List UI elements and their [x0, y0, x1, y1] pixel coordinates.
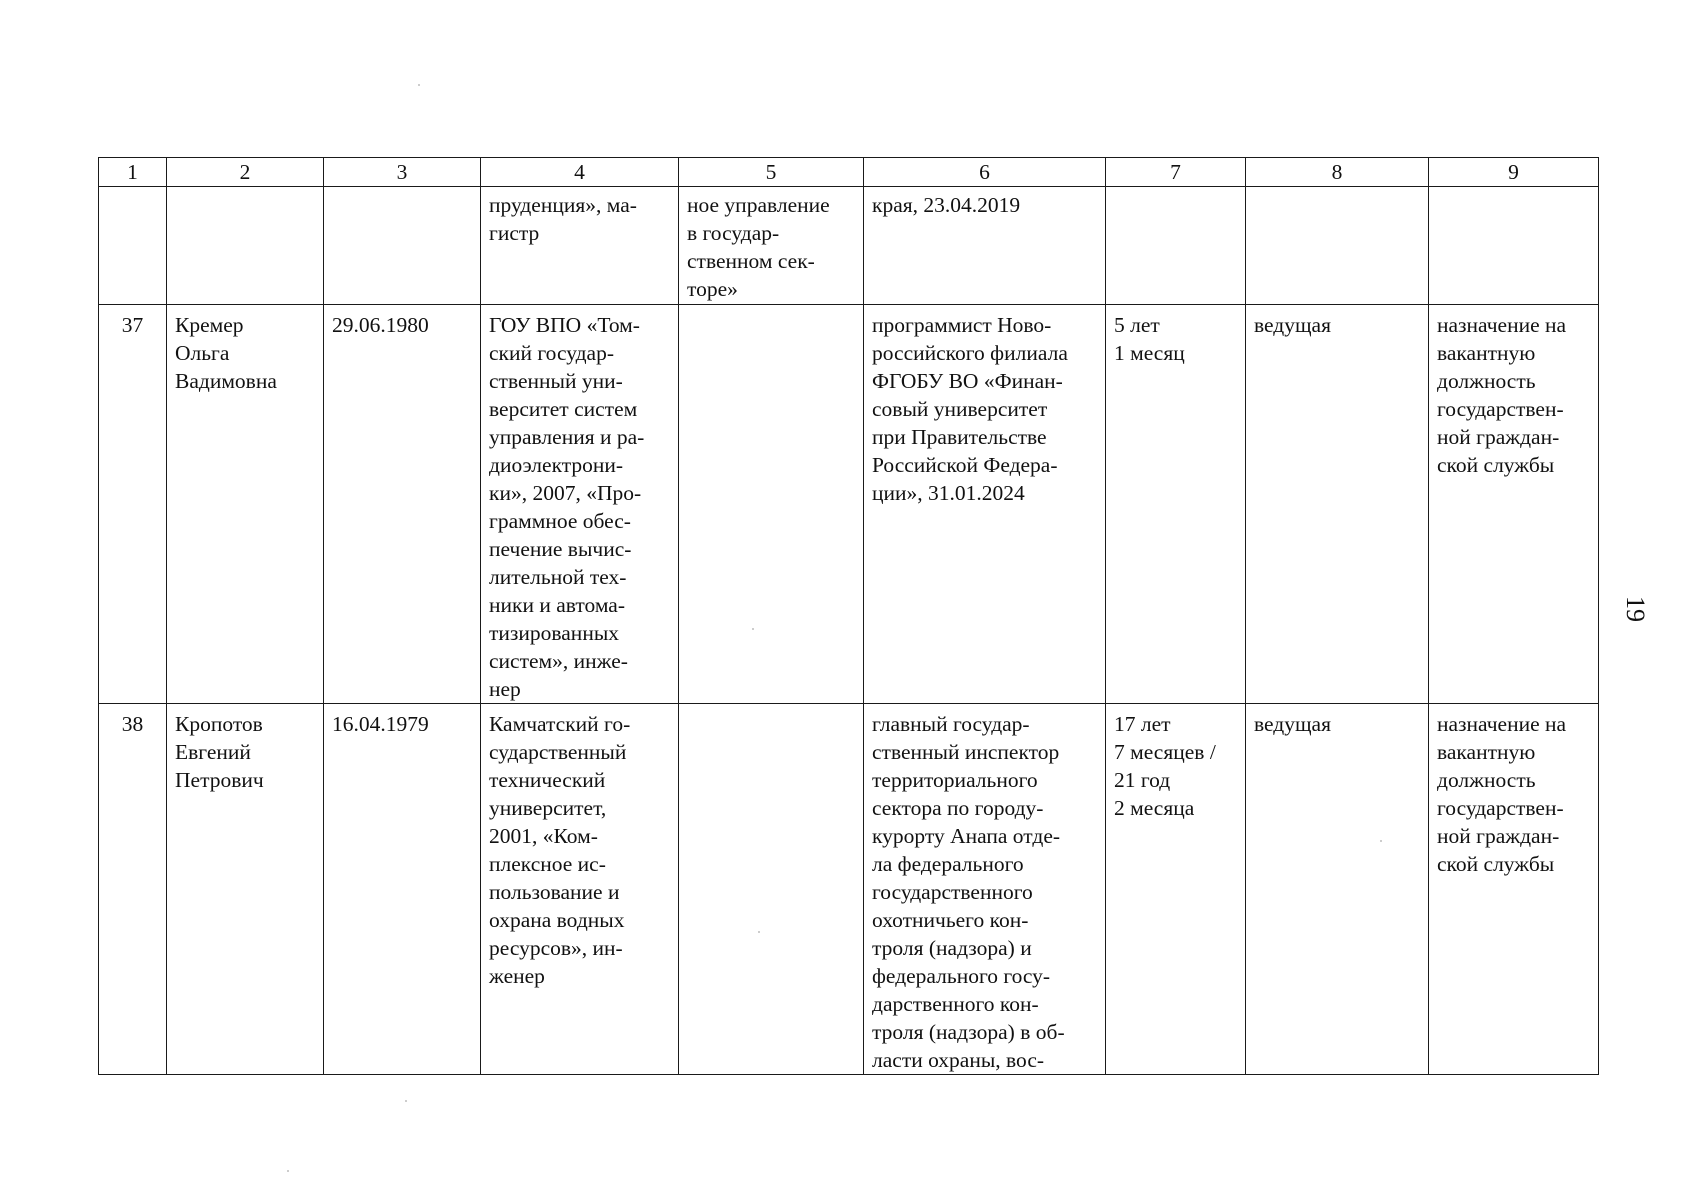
scan-speck — [418, 84, 420, 86]
column-header-4: 4 — [481, 158, 679, 187]
additional-education-cell — [679, 305, 864, 704]
row-number-cell: 38 — [99, 704, 167, 1075]
birth-date-cell: 29.06.1980 — [324, 305, 481, 704]
full-name-cell — [167, 187, 324, 305]
grounds-cell — [1429, 187, 1599, 305]
table-row-38 — [99, 704, 1599, 1075]
table-row-37 — [99, 305, 1599, 704]
current-position-cell: главный государ- ственный инспектор территориального сектора по городу- курорту Анапа отде- ла федерального государственного охотничьего кон- троля (надзора) и федерального госу- дарственного кон- троля (надзора) в об- ласти охраны, вос- — [864, 704, 1106, 1075]
row-number-cell: 37 — [99, 305, 167, 704]
scan-speck — [405, 1100, 407, 1102]
column-header-9: 9 — [1429, 158, 1599, 187]
experience-cell: 17 лет 7 месяцев / 21 год 2 месяца — [1106, 704, 1246, 1075]
column-header-6: 6 — [864, 158, 1106, 187]
experience-cell — [1106, 187, 1246, 305]
column-header-1: 1 — [99, 158, 167, 187]
column-header-3: 3 — [324, 158, 481, 187]
education-cell: Камчатский го- сударственный технический университет, 2001, «Ком- плексное ис- пользование и охрана водных ресурсов», ин- женер — [481, 704, 679, 1075]
current-position-cell: края, 23.04.2019 — [864, 187, 1106, 305]
education-cell: ГОУ ВПО «Том- ский государ- ственный уни- верситет систем управления и ра- диоэлектрони- ки», 2007, «Про- граммное обес- печение вычис- лительной тех- ники и автома- тизированных систем», инже- нер — [481, 305, 679, 704]
additional-education-cell: ное управление в государ- ственном сек- торе» — [679, 187, 864, 305]
column-header-2: 2 — [167, 158, 324, 187]
column-header-5: 5 — [679, 158, 864, 187]
qualification-group-cell: ведущая — [1246, 305, 1429, 704]
birth-date-cell: 16.04.1979 — [324, 704, 481, 1075]
education-cell: пруденция», ма- гистр — [481, 187, 679, 305]
experience-cell: 5 лет 1 месяц — [1106, 305, 1246, 704]
column-number-row — [99, 158, 1599, 187]
qualification-group-cell: ведущая — [1246, 704, 1429, 1075]
personnel-table — [98, 157, 1599, 1075]
birth-date-cell — [324, 187, 481, 305]
column-header-7: 7 — [1106, 158, 1246, 187]
scan-speck — [758, 931, 760, 933]
grounds-cell: назначение на вакантную должность государствен- ной граждан- ской службы — [1429, 704, 1599, 1075]
grounds-cell: назначение на вакантную должность государствен- ной граждан- ской службы — [1429, 305, 1599, 704]
full-name-cell: Кропотов Евгений Петрович — [167, 704, 324, 1075]
page-number: 19 — [1621, 596, 1650, 622]
column-header-8: 8 — [1246, 158, 1429, 187]
table-row-continuation — [99, 187, 1599, 305]
scan-speck — [287, 1170, 289, 1172]
scan-speck — [1380, 840, 1382, 842]
row-number-cell — [99, 187, 167, 305]
scan-speck — [752, 628, 754, 630]
current-position-cell: программист Ново- российского филиала ФГОБУ ВО «Финан- совый университет при Правительстве Российской Федера- ции», 31.01.2024 — [864, 305, 1106, 704]
additional-education-cell — [679, 704, 864, 1075]
full-name-cell: Кремер Ольга Вадимовна — [167, 305, 324, 704]
qualification-group-cell — [1246, 187, 1429, 305]
